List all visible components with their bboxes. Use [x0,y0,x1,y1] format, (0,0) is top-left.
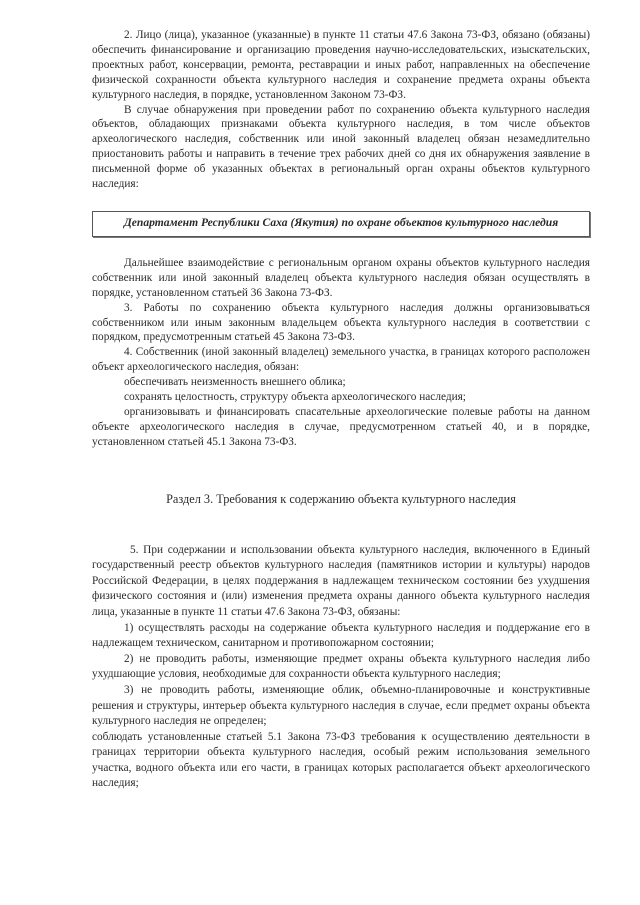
paragraph-discovery: В случае обнаружения при проведении работ по сохранению объекта культурного наследия объектов, обладающих признаками объекта культурного наследия, в том числе объектов археологического наследия, собственник или иной законный владелец обязан незамедлительно приостановить работы и направить в течение трех рабочих дней со дня их обнаружения заявление в письменной форме об указанных объектах в региональный орган охраны объектов культурного наследия: [92,103,590,191]
list-item: организовывать и финансировать спасательные археологические полевые работы на данном объекте археологического наследия в случае, предусмотренном статьей 40, и в порядке, установленном статьей 45.1 Закона 73-ФЗ. [92,405,590,448]
section-title: Раздел 3. Требования к содержанию объекта культурного наследия [166,491,516,506]
authority-box: Департамент Республики Саха (Якутия) по охране объектов культурного наследия [92,211,590,237]
list-item: 2) не проводить работы, изменяющие предмет охраны объекта культурного наследия либо ухудшающие условия, необходимые для сохранности объекта культурного наследия; [92,652,590,681]
list-item: обеспечивать неизменность внешнего облика; [124,376,346,389]
list-item: 1) осуществлять расходы на содержание объекта культурного наследия и поддержание его в надлежащем техническом, санитарном и противопожарном состоянии; [92,621,590,650]
paragraph-item-3: 3. Работы по сохранению объекта культурного наследия должны организовываться собственником или иным законным владельцем объекта культурного наследия в соответствии с порядком, предусмотренным статьей 45 Закона 73-ФЗ. [92,301,590,344]
paragraph-interaction: Дальнейшее взаимодействие с региональным органом охраны объектов культурного наследия собственник или иной законный владелец объекта культурного наследия обязан осуществлять в порядке, установленном статьей 36 Закона 73-ФЗ. [92,256,590,299]
paragraph-item-2: 2. Лицо (лица), указанное (указанные) в пункте 11 статьи 47.6 Закона 73-ФЗ, обязано (обязаны) обеспечить финансирование и организацию проведения научно-исследовательских, изыскательских, проектных работ, консервации, ремонта, реставрации и иных работ, направленных на обеспечение физической сохранности объекта культурного наследия и сохранение предмета охраны объекта культурного наследия, в порядке, установленном Законом 73-ФЗ. [92,29,590,101]
list-item: сохранять целостность, структуру объекта археологического наследия; [124,391,466,404]
paragraph-compliance: соблюдать установленные статьей 5.1 Закона 73-ФЗ требования к осуществлению деятельности в границах территории объекта культурного наследия, особый режим использования земельного участка, водного объекта или его части, в границах которых располагается объект археологического наследия; [92,730,590,790]
paragraph-item-4: 4. Собственник (иной законный владелец) земельного участка, в границах которого расположен объект археологического наследия, обязан: [92,346,590,374]
list-item: 3) не проводить работы, изменяющие облик, объемно-планировочные и конструктивные решения и структуры, интерьер объекта культурного наследия в случае, если предмет охраны объекта культурного наследия не определен; [92,683,590,728]
paragraph-item-5: 5. При содержании и использовании объекта культурного наследия, включенного в Единый государственный реестр объектов культурного наследия (памятников истории и культуры) народов Российской Федерации, в целях поддержания в надлежащем техническом состоянии без ухудшения физического состояния и (или) изменения предмета охраны данного объекта культурного наследия лица, указанные в пункте 11 статьи 47.6 Закона 73-ФЗ, обязаны: [92,543,590,618]
